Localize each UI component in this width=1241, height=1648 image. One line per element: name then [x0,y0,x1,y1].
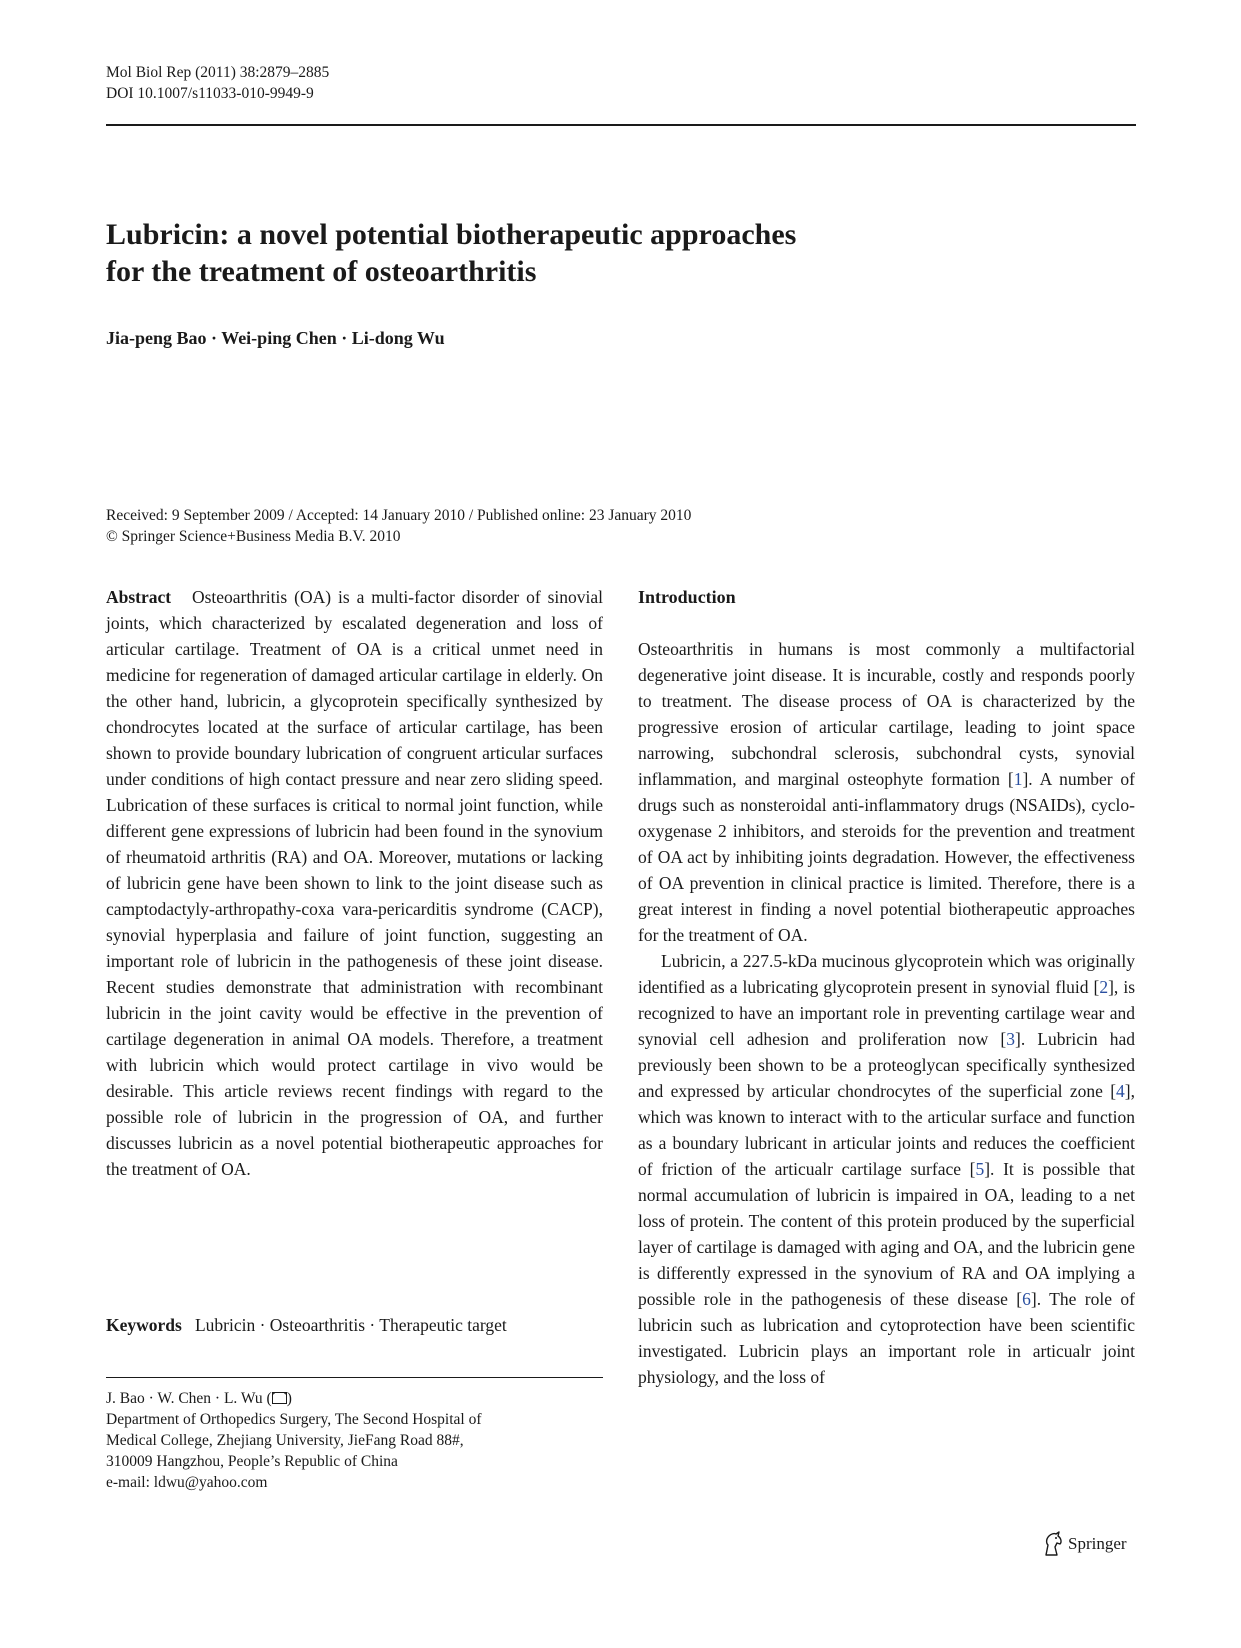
affiliation-line-3: 310009 Hangzhou, People’s Republic of China [106,1453,398,1470]
citation-link-2[interactable]: 2 [1099,977,1109,997]
left-column [106,584,603,1182]
intro-p2-text-d: ], which was known to interact with to the articular surface and function as a boundary lubricant in articular joints and reduces the coefficient of friction of the articualr cartilage surface [ [638,1081,1135,1179]
journal-header [106,62,329,104]
abstract [106,584,603,1182]
keywords [106,1312,603,1338]
history-dates: Received: 9 September 2009 / Accepted: 14 January 2010 / Published online: 23 January 2010 [106,507,692,524]
right-column [638,584,1135,1390]
citation-link-5[interactable]: 5 [975,1159,985,1179]
citation-link-6[interactable]: 6 [1022,1289,1031,1309]
abstract-text: Osteoarthritis (OA) is a multi-factor disorder of sinovial joints, which characterized by escalated degeneration and loss of articular cartilage. Treatment of OA is a critical unmet need in medicine for regeneration of damaged articular cartilage in elderly. On the other hand, lubricin, a glycoprotein specifically synthesized by chondrocytes located at the surface of articular cartilage, has been shown to provide boundary lubrication of congruent articular surfaces under conditions of high contact pressure and near zero sliding speed. Lubrication of these surfaces is critical to normal joint function, while different gene expressions of lubricin had been found in the synovium of rheumatoid arthritis (RA) and OA. Moreover, mutations or lacking of lubricin gene have been shown to link to the joint disease such as camptodactyly-arthropathy-coxa vara-pericarditis syndrome (CACP), synovial hyperplasia and failure of joint function, suggesting an important role of lubricin in the pathogenesis of these joint disease. Recent studies demonstrate that administration with recombinant lubricin in the joint cavity would be effective in the prevention of cartilage degeneration in animal OA models. Therefore, a treatment with lubricin which would protect cartilage in vivo would be desirable. This article reviews recent findings with regard to the possible role of lubricin in the progression of OA, and further discusses lubricin as a novel potential biotherapeutic approaches for the treatment of OA. [106,587,604,1179]
article-title [106,216,1006,290]
affiliation-line-1: Department of Orthopedics Surgery, The Second Hospital of [106,1411,482,1428]
intro-paragraph-2 [638,948,1135,1390]
affiliation-line-2: Medical College, Zhejiang University, JieFang Road 88#, [106,1432,464,1449]
intro-p1-text-b: ]. A number of drugs such as nonsteroidal anti-inflammatory drugs (NSAIDs), cyclooxygenase 2 inhibitors, and steroids for the prevention and treatment of OA act by inhibiting joints degradation. However, the effectiveness of OA prevention in clinical practice is limited. Therefore, there is a great interest in finding a novel potential biotherapeutic approaches for the treatment of OA. [638,769,1135,945]
section-heading-introduction: Introduction [638,587,736,607]
intro-p2-text-a: Lubricin, a 227.5-kDa mucinous glycoprotein which was originally identified as a lubricating glycoprotein present in synovial fluid [ [638,951,1135,997]
intro-paragraph-1 [638,636,1135,948]
header-rule [106,124,1136,126]
citation-link-4[interactable]: 4 [1116,1081,1125,1101]
journal-citation: Mol Biol Rep (2011) 38:2879–2885 [106,64,330,81]
affiliation: J. Bao · W. Chen · L. Wu ( ) Department of Orthopedics Surgery, The Second Hospital of Medical College, Zhejiang University, JieFang Road 88#, 310009 Hangzhou, People’s Republic of China e-mail: ldwu@yahoo.com [106,1388,603,1493]
keywords-text: Lubricin · Osteoarthritis · Therapeutic target [194,1315,507,1335]
citation-link-3[interactable]: 3 [1006,1029,1016,1049]
author-list: Jia-peng Bao · Wei-ping Chen · Li-dong Wu [106,328,445,348]
title-line-1: Lubricin: a novel potential biotherapeutic approaches [106,218,797,251]
intro-p2-text-b: ], is recognized to have an important role in preventing cartilage wear and synovial cell adhesion and proliferation now [ [638,977,1136,1049]
springer-horse-icon [1042,1531,1064,1557]
publisher-name: Springer [1068,1534,1127,1553]
abstract-label: Abstract [106,587,172,607]
publication-dates [106,505,691,547]
envelope-icon [272,1392,287,1404]
copyright-line: © Springer Science+Business Media B.V. 2010 [106,528,401,545]
intro-p2-text-f: ]. The role of lubricin such as lubrication and cytoprotection have been scientific investigated. Lubricin plays an important role in articualr joint physiology, and the loss of [638,1289,1135,1387]
affiliation-email[interactable]: e-mail: ldwu@yahoo.com [106,1474,268,1491]
title-line-2: for the treatment of osteoarthritis [106,255,537,288]
journal-doi: DOI 10.1007/s11033-010-9949-9 [106,85,314,102]
citation-link-1[interactable]: 1 [1013,769,1023,789]
footnote-rule [106,1377,603,1378]
affiliation-authors: J. Bao · W. Chen · L. Wu [106,1390,263,1407]
intro-p2-text-e: ]. It is possible that normal accumulation of lubricin is impaired in OA, leading to a net loss of protein. The content of this protein produced by the superficial layer of cartilage is damaged with aging and OA, and the lubricin gene is differently expressed in the synovium of RA and OA implying a possible role in the pathogenesis of these disease [ [638,1159,1136,1309]
intro-p1-text-a: Osteoarthritis in humans is most commonly a multifactorial degenerative joint disease. It is incurable, costly and responds poorly to treatment. The disease process of OA is characterized by the progressive erosion of articular cartilage, leading to joint space narrowing, subchondral sclerosis, subchondral cysts, synovial inflammation, and marginal osteophyte formation [ [638,639,1135,789]
publisher-logo [1042,1531,1127,1557]
keywords-label: Keywords [106,1315,182,1335]
intro-p2-text-c: ]. Lubricin had previously been shown to be a proteoglycan specifically synthesized and expressed by articular chondrocytes of the superficial zone [ [638,1029,1136,1101]
